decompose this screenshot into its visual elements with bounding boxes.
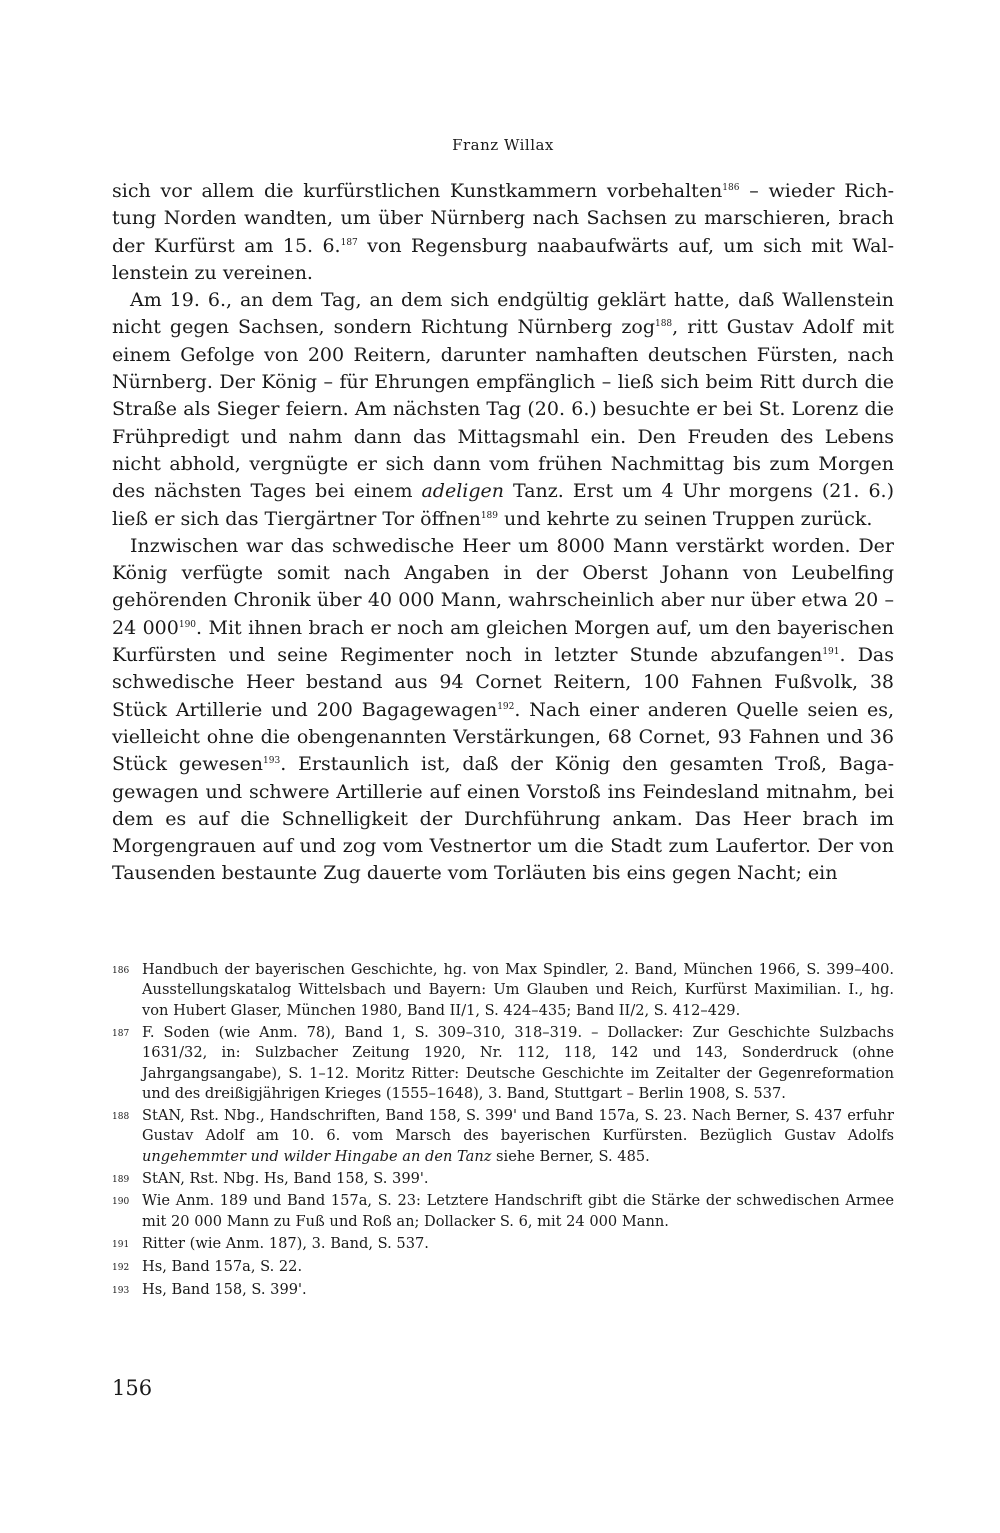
running-head: Franz Willax — [452, 136, 554, 154]
footnote-number: 191 — [112, 1239, 130, 1250]
text-run: Wie Anm. 189 und Band 157a, S. 23: Letztere Handschrift gibt die Stärke der schwedischen Armee mit 20 000 Mann zu Fuß und Roß an; Dollacker S. 6, mit 24 000 Mann. — [142, 1192, 894, 1230]
footnote-text — [142, 1234, 894, 1255]
text-run: Handbuch der bayerischen Geschichte, hg. von Max Spindler, 2. Band, München 1966, S. 399–400. Ausstellungskatalog Wittelsbach und Bayern: Um Glauben und Reich, Kurfürst Maximilian. I., hg. von Hubert Glaser, München 1980, Band II/1, S. 424–435; Band II/2, S. 412–429. — [142, 961, 894, 1019]
text-run: und kehrte zu seinen Truppen zurück. — [498, 507, 873, 530]
footnote-ref[interactable]: 186 — [722, 183, 740, 193]
footnote-text — [142, 960, 894, 1021]
text-run: sich vor allem die kurfürstlichen Kunstkammern vorbehalten — [112, 180, 723, 202]
text-run: Tanz. Erst um 4 Uhr morgens (21. 6.) ließ er sich das Tiergärtner Tor öffnen — [112, 480, 894, 530]
footnote-ref[interactable]: 192 — [497, 701, 515, 712]
footnotes — [112, 960, 894, 1303]
text-run: siehe Berner, S. 485. — [491, 1147, 650, 1165]
footnote — [112, 1257, 894, 1278]
footnote-text — [142, 1023, 894, 1105]
text-run: . Mit ihnen brach er noch am gleichen Morgen auf, um den bayerischen Kurfürsten und seine Regimenter noch in letzter Stunde abzufangen — [112, 616, 894, 667]
text-run: . Nach einer anderen Quelle seien es, vielleicht ohne die obengenannten Verstärkungen, 68 Cornet, 93 Fahnen und 36 Stück gewesen — [112, 698, 894, 776]
text-run: Hs, Band 158, S. 399'. — [142, 1280, 307, 1298]
footnote-text — [142, 1106, 894, 1167]
footnote-text — [142, 1257, 894, 1278]
footnote-ref[interactable]: 193 — [263, 756, 281, 767]
footnote-ref[interactable]: 187 — [340, 237, 358, 248]
text-run: StAN, Rst. Nbg. Hs, Band 158, S. 399'. — [142, 1169, 429, 1187]
footnote-ref[interactable]: 190 — [178, 619, 197, 630]
footnote-ref[interactable]: 189 — [480, 510, 499, 521]
footnote — [112, 1106, 894, 1167]
footnote-number: 188 — [112, 1111, 130, 1122]
text-run: F. Soden (wie Anm. 78), Band 1, S. 309–310, 318–319. – Dollacker: Zur Geschichte Sulzbachs 1631/32, in: Sulzbacher Zeitung 1920, Nr. 112, 118, 142 und 143, Sonderdruck (ohne Jahrgangsangabe), S. 1–12. Moritz Ritter: Deutsche Geschichte im Zeitalter der Gegenreformation und des dreißigjährigen Krieges (1555–1648), 3. Band, Stuttgart – Berlin 1908, S. 537. — [142, 1023, 894, 1102]
footnote — [112, 1191, 894, 1232]
footnote-number: 192 — [112, 1262, 130, 1273]
footnote-text — [142, 1280, 894, 1301]
footnote — [112, 1169, 894, 1190]
emphasis-text: adeligen — [421, 480, 505, 503]
page-number: 156 — [112, 1376, 153, 1400]
main-text — [112, 178, 894, 888]
footnote-text — [142, 1169, 894, 1190]
footnote-ref[interactable]: 191 — [822, 647, 840, 658]
text-run: . Das schwedische Heer bestand aus 94 Cornet Reitern, 100 Fahnen Fußvolk, 38 Stück Artillerie und 200 Bagagewagen — [112, 644, 895, 721]
text-run: . Erstaunlich ist, daß der König den gesamten Troß, Bagagewagen und schwere Artillerie auf einen Vorstoß ins Feindesland mitnahm, bei dem es auf die Schnelligkeit der Durchführung ankam. Das Heer brach im Morgengrauen auf und zog vom Vestnertor um die Stadt zum Laufertor. Der von Tausenden bestaunte Zug dauerte vom Torläuten bis eins gegen Nacht; ein — [112, 753, 894, 885]
emphasis-text: ungehemmter und wilder Hingabe an den Tanz — [142, 1147, 492, 1165]
footnote-number: 193 — [112, 1285, 130, 1296]
paragraph — [112, 178, 894, 287]
text-run: , ritt Gustav Adolf mit einem Gefolge von 200 Reitern, darunter namhaften deutschen Fürsten, nach Nürnberg. Der König – für Ehrungen empfänglich – ließ sich beim Ritt durch die Straße als Sieger feiern. Am nächsten Tag (20. 6.) besuchte er bei St. Lorenz die Frühpredigt und nahm dann das Mittagsmahl ein. Den Freuden des Lebens nicht abhold, vergnügte er sich dann vom frühen Nachmittag bis zum Morgen des nächsten Tages bei einem — [112, 316, 894, 503]
footnote — [112, 1280, 894, 1301]
text-run: Ritter (wie Anm. 187), 3. Band, S. 537. — [142, 1234, 429, 1252]
footnote-number: 189 — [112, 1174, 130, 1185]
text-run: StAN, Rst. Nbg., Handschriften, Band 158, S. 399' und Band 157a, S. 23. Nach Berner, S. 437 erfuhr Gustav Adolf am 10. 6. vom Marsch des bayerischen Kurfürsten. Bezüglich Gustav Adolfs — [142, 1106, 894, 1145]
paragraph — [112, 287, 894, 533]
footnote-ref[interactable]: 188 — [654, 319, 673, 330]
footnote-text — [142, 1191, 894, 1232]
footnote-number: 187 — [112, 1028, 130, 1039]
text-run: Hs, Band 157a, S. 22. — [142, 1257, 303, 1275]
text-run: – wieder Richtung Norden wandten, um über Nürnberg nach Sachsen zu marschieren, brach der Kurfürst am 15. 6. — [112, 180, 895, 257]
footnote — [112, 960, 894, 1021]
footnote-number: 186 — [112, 966, 130, 976]
text-run: Inzwischen war das schwedische Heer um 8000 Mann verstärkt worden. Der König verfügte somit nach Angaben in der Oberst Johann von Leubelfing gehörenden Chronik über 40 000 Mann, wahrscheinlich aber nur über etwa 20 – 24 000 — [112, 534, 894, 639]
text-run: Am 19. 6., an dem Tag, an dem sich endgültig geklärt hatte, daß Wallenstein nicht gegen Sachsen, sondern Richtung Nürnberg zog — [112, 289, 894, 339]
paragraph — [112, 533, 894, 888]
footnote-number: 190 — [112, 1197, 130, 1208]
footnote — [112, 1234, 894, 1255]
text-run: von Regensburg naabaufwärts auf, um sich mit Wallenstein zu vereinen. — [112, 234, 894, 284]
footnote — [112, 1023, 894, 1105]
